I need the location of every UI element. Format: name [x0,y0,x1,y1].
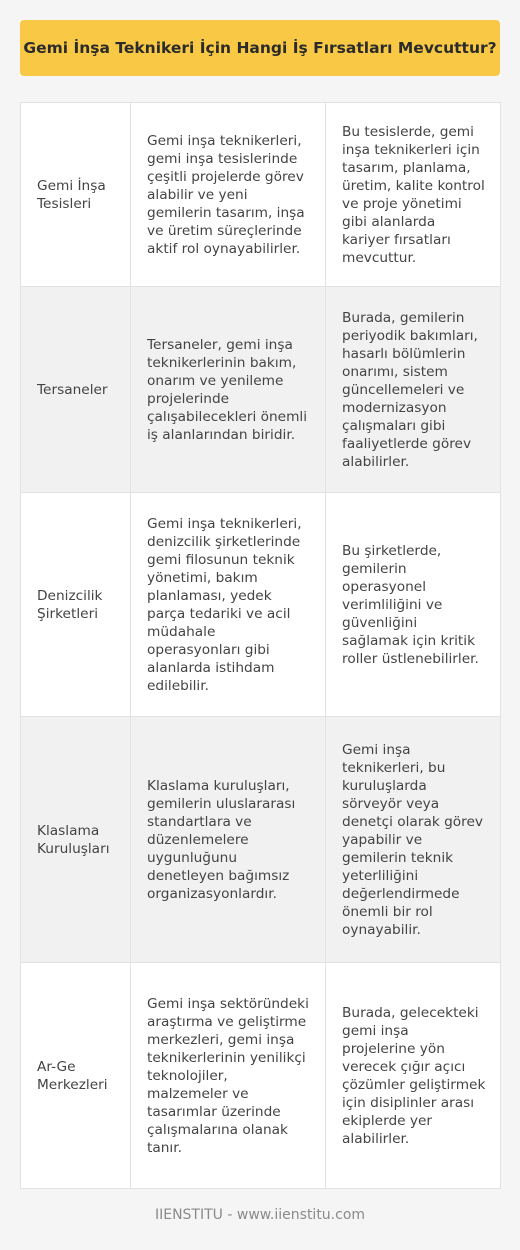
row-category: Denizcilik Şirketleri [21,493,131,717]
row-description: Gemi inşa sektöründeki araştırma ve geliştirme merkezleri, gemi inşa teknikerlerinin yenilikçi teknolojiler, malzemeler ve tasarımlar üzerinde çalışmalarına olanak tanır. [131,963,326,1189]
opportunities-table [20,102,501,1189]
row-detail: Burada, gemilerin periyodik bakımları, hasarlı bölümlerin onarımı, sistem güncellemeleri ve modernizasyon çalışmaları gibi faaliyetlerde görev alabilirler. [326,287,501,493]
row-description: Gemi inşa teknikerleri, denizcilik şirketlerinde gemi filosunun teknik yönetimi, bakım planlaması, yedek parça tedariki ve acil müdahale operasyonları gibi alanlarda istihdam edilebilir. [131,493,326,717]
row-detail: Gemi inşa teknikerleri, bu kuruluşlarda sörveyör veya denetçi olarak görev yapabilir ve gemilerin teknik yeterliliğini değerlendirmede önemli bir rol oynayabilir. [326,717,501,963]
footer-credit: IIENSTITU - www.iienstitu.com [154,1207,366,1223]
table-row [21,717,501,963]
row-description: Gemi inşa teknikerleri, gemi inşa tesislerinde çeşitli projelerde görev alabilir ve yeni gemilerin tasarım, inşa ve üretim süreçlerinde aktif rol oynayabilirler. [131,103,326,287]
page-title: Gemi İnşa Teknikeri İçin Hangi İş Fırsatları Mevcuttur? [23,39,497,57]
table-row [21,287,501,493]
title-banner [20,20,500,76]
row-category: Ar-Ge Merkezleri [21,963,131,1189]
row-category: Gemi İnşa Tesisleri [21,103,131,287]
table-row [21,963,501,1189]
row-detail: Burada, gelecekteki gemi inşa projelerine yön verecek çığır açıcı çözümler geliştirmek için disiplinler arası ekiplerde yer alabilirler. [326,963,501,1189]
row-category: Klaslama Kuruluşları [21,717,131,963]
row-detail: Bu tesislerde, gemi inşa teknikerleri için tasarım, planlama, üretim, kalite kontrol ve proje yönetimi gibi alanlarda kariyer fırsatları mevcuttur. [326,103,501,287]
row-detail: Bu şirketlerde, gemilerin operasyonel verimliliğini ve güvenliğini sağlamak için kritik roller üstlenebilirler. [326,493,501,717]
table-row [21,493,501,717]
row-description: Klaslama kuruluşları, gemilerin uluslararası standartlara ve düzenlemelere uygunluğunu denetleyen bağımsız organizasyonlardır. [131,717,326,963]
opportunities-table-container [20,102,500,1189]
row-description: Tersaneler, gemi inşa teknikerlerinin bakım, onarım ve yenileme projelerinde çalışabilecekleri önemli iş alanlarından biridir. [131,287,326,493]
row-category: Tersaneler [21,287,131,493]
table-row [21,103,501,287]
